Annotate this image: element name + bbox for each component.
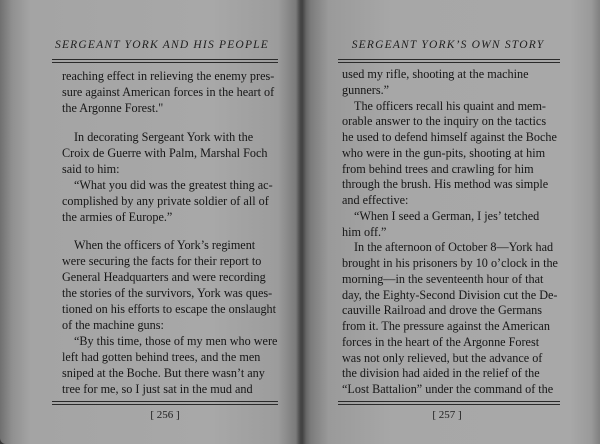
left-text-line: sure against American forces in the heart of [62, 85, 275, 99]
right-text-line: from behind trees and crawling for him [342, 162, 534, 176]
right-text-line: through the brush. His method was simple [342, 177, 549, 191]
left-text-line: left had gotten behind trees, and the men [62, 350, 261, 364]
left-text-line: were securing the facts for their report to [62, 254, 262, 268]
left-text-line: tioned on his efforts to escape the onslaught [62, 302, 277, 316]
left-text-line: In decorating Sergeant York with the [74, 130, 254, 144]
right-text-line: from it. The pressure against the American [342, 319, 550, 333]
right-text-line: “Lost Battalion” under the command of the [342, 382, 554, 396]
right-head-rule-bottom [338, 62, 560, 63]
left-text-line: the Argonne Forest." [62, 101, 164, 115]
left-text-line: When the officers of York’s regiment [74, 238, 256, 252]
left-text-line: Croix de Guerre with Palm, Marshal Foch [62, 146, 268, 160]
left-head-rule-top [52, 59, 278, 60]
book-gutter [296, 0, 306, 444]
right-text-line: day, the Eighty-Second Division cut the De- [342, 288, 558, 302]
right-text-line: the division had aided in the relief of the [342, 366, 540, 380]
left-text-line: the armies of Europe.” [62, 210, 173, 224]
right-text-line: cauville Railroad and drove the Germans [342, 303, 543, 317]
left-page-number: [ 256 ] [150, 409, 180, 421]
right-text-line: “When I seed a German, I jes’ tetched [354, 209, 540, 223]
left-text-line: the stories of the survivors, York was ques- [62, 286, 273, 300]
right-text-line: who were in the gun-pits, shooting at him [342, 146, 546, 160]
left-text-line: General Headquarters and were recording [62, 270, 266, 284]
left-text-line: reaching effect in relieving the enemy pres- [62, 69, 275, 83]
right-text-line: was not only relieved, but the advance of [342, 351, 543, 365]
left-text-line: sniped at the Boche. But there wasn’t any [62, 366, 265, 380]
right-text-line: gunners.” [342, 83, 390, 97]
right-text-line: and effective: [342, 193, 409, 207]
right-text-line: morning—in the seventeenth hour of that [342, 272, 544, 286]
right-page [302, 0, 600, 444]
left-text-line: said to him: [62, 162, 120, 176]
right-page-number: [ 257 ] [432, 409, 462, 421]
right-text-line: The officers recall his quaint and mem- [354, 99, 546, 113]
left-text-line: complished by any private soldier of all of [62, 194, 269, 208]
left-running-head: SERGEANT YORK AND HIS PEOPLE [55, 39, 269, 51]
right-text-line: forces in the heart of the Argonne Forest [342, 335, 540, 349]
right-text-line: In the afternoon of October 8—York had [354, 240, 554, 254]
right-running-head: SERGEANT YORK’S OWN STORY [351, 39, 545, 51]
right-text-line: brought in his prisoners by 10 o’clock in the [342, 256, 558, 270]
left-head-rule-bottom [52, 62, 278, 63]
left-text-line: of the machine guns: [62, 318, 164, 332]
left-text-line: “By this time, those of my men who were [74, 334, 278, 348]
right-text-line: orable answer to the inquiry on the tactics [342, 114, 547, 128]
left-text-line: “What you did was the greatest thing ac- [74, 178, 273, 192]
right-text-line: used my rifle, shooting at the machine [342, 67, 529, 81]
left-text-line: tree for me, so I just sat in the mud and [62, 382, 253, 396]
right-text-line: he used to defend himself against the Boche [342, 130, 557, 144]
right-head-rule-top [338, 59, 560, 60]
right-text-line: him off.” [342, 225, 387, 239]
